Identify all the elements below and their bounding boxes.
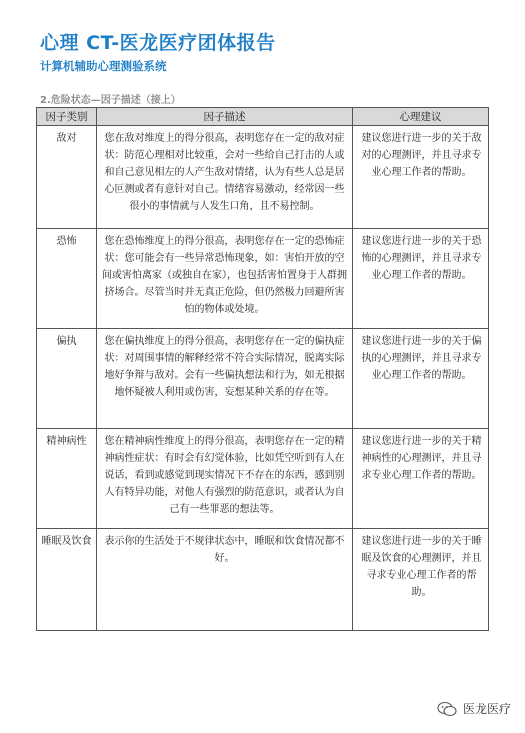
factor-suggestion: 建议您进行进一步的关于偏执的心理测评，并且寻求专业心理工作者的帮助。 bbox=[353, 329, 489, 429]
factor-category: 睡眠及饮食 bbox=[37, 529, 97, 631]
factor-description: 您在精神病性维度上的得分很高，表明您存在一定的精神病性症状：有时会有幻觉体验，比如凭空听到有人在说话，看到或感觉到现实情况下不存在的东西，感到别人有特异功能，对他人有强烈的防范意识，或者认为自己有一些罪恶的想法等。 bbox=[97, 429, 353, 529]
section-heading: 2.危险状态—因子描述（接上） bbox=[40, 95, 181, 106]
brand-name: 医龙医疗 bbox=[462, 702, 511, 716]
factor-description: 您在偏执维度上的得分很高，表明您存在一定的偏执症状：对周围事情的解释经常不符合实际情况，脱离实际地好争辩与敌对。会有一些偏执想法和行为，如无根据地怀疑被人利用或伤害，妄想某种关系的存在等。 bbox=[97, 329, 353, 429]
factor-category: 敌对 bbox=[37, 126, 97, 229]
column-header-category: 因子类别 bbox=[37, 108, 97, 126]
table-row bbox=[37, 229, 489, 329]
table-row bbox=[37, 529, 489, 631]
factor-category: 恐怖 bbox=[37, 229, 97, 329]
factor-suggestion: 建议您进行进一步的关于恐怖的心理测评，并且寻求专业心理工作者的帮助。 bbox=[353, 229, 489, 329]
table-row bbox=[37, 126, 489, 229]
column-header-suggestion: 心理建议 bbox=[353, 108, 489, 126]
factor-suggestion: 建议您进行进一步的关于敌对的心理测评，并且寻求专业心理工作者的帮助。 bbox=[353, 126, 489, 229]
factor-category: 偏执 bbox=[37, 329, 97, 429]
page-title: 心理 CT-医龙医疗团体报告 bbox=[40, 32, 276, 54]
page-subtitle: 计算机辅助心理测验系统 bbox=[40, 59, 167, 73]
table-header-row bbox=[37, 108, 489, 126]
factor-suggestion: 建议您进行进一步的关于睡眠及饮食的心理测评，并且寻求专业心理工作者的帮助。 bbox=[353, 529, 489, 631]
factor-description: 表示你的生活处于不规律状态中，睡眠和饮食情况都不好。 bbox=[97, 529, 353, 631]
brand-footer bbox=[437, 700, 511, 717]
factor-category: 精神病性 bbox=[37, 429, 97, 529]
column-header-description: 因子描述 bbox=[97, 108, 353, 126]
table-row bbox=[37, 329, 489, 429]
factor-suggestion: 建议您进行进一步的关于精神病性的心理测评，并且寻求专业心理工作者的帮助。 bbox=[353, 429, 489, 529]
wechat-icon bbox=[437, 701, 457, 717]
factor-table bbox=[36, 107, 489, 631]
table-row bbox=[37, 429, 489, 529]
factor-description: 您在恐怖维度上的得分很高，表明您存在一定的恐怖症状：您可能会有一些异常恐怖现象，如：害怕开放的空间或害怕离家（或独自在家），也包括害怕置身于人群拥挤场合。尽管当时并无真正危险，但仍然极力回避所害怕的物体或处境。 bbox=[97, 229, 353, 329]
factor-description: 您在敌对维度上的得分很高，表明您存在一定的敌对症状：防范心理相对比较重，会对一些给自己打击的人或和自己意见相左的人产生敌对情绪，认为有些人总是居心叵测或者有意针对自己。情绪容易激动，经常因一些很小的事情就与人发生口角，且不易控制。 bbox=[97, 126, 353, 229]
